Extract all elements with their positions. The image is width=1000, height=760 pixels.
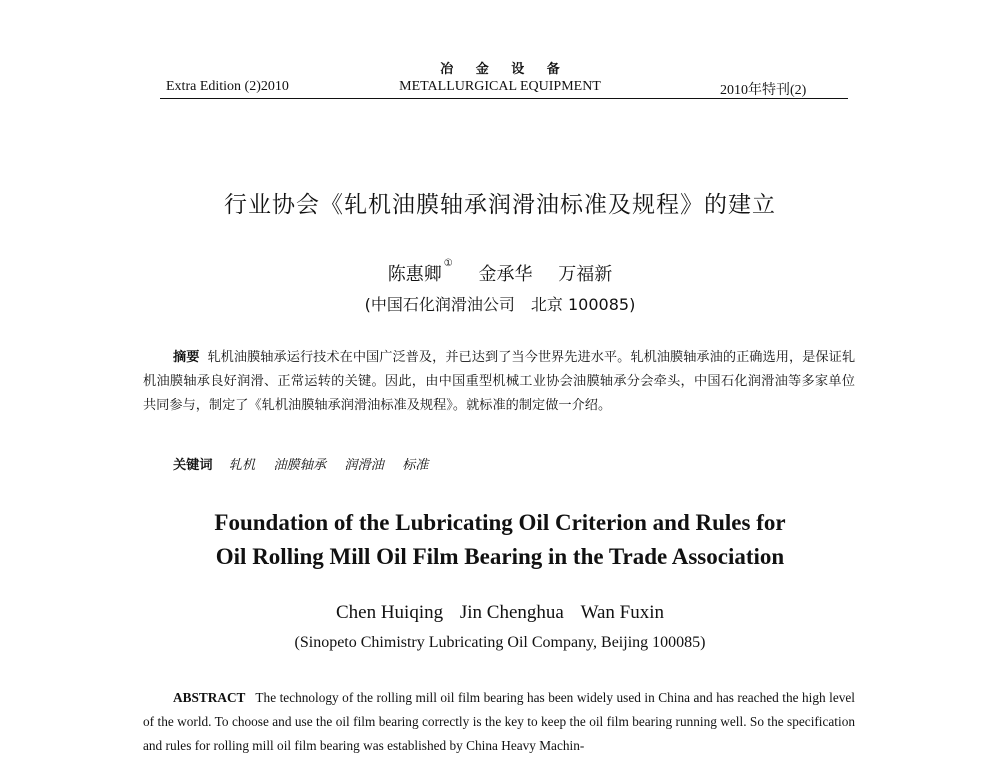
en-author-2: Jin Chenghua — [459, 602, 564, 623]
en-abstract — [143, 686, 855, 758]
en-title — [100, 506, 900, 574]
en-authors — [200, 602, 800, 624]
cn-abstract — [143, 346, 855, 418]
cn-keyword: 润滑油 — [344, 458, 384, 473]
cn-author-2: 金承华 — [478, 264, 533, 285]
header-journal-en: METALLURGICAL EQUIPMENT — [399, 79, 601, 94]
cn-abstract-label: 摘要 — [173, 350, 200, 365]
en-abstract-label: ABSTRACT — [173, 690, 246, 705]
cn-title: 行业协会《轧机油膜轴承润滑油标准及规程》的建立 — [224, 192, 776, 218]
en-affiliation: (Sinopeto Chimistry Lubricating Oil Company, Beijing 100085) — [294, 634, 706, 651]
header-issue: 2010年特刊(2) — [720, 83, 807, 98]
cn-keyword: 油膜轴承 — [273, 458, 327, 473]
author-footnote-mark: ① — [443, 258, 453, 269]
header-journal — [350, 62, 650, 96]
header-journal-cn: 冶 金 设 备 — [440, 62, 569, 77]
cn-keyword: 轧机 — [228, 458, 256, 473]
cn-author-1: 陈惠卿① — [387, 258, 453, 285]
cn-keywords-label: 关键词 — [173, 458, 213, 473]
cn-author-3: 万福新 — [558, 264, 613, 285]
cn-keyword: 标准 — [402, 458, 429, 473]
cn-affiliation: (中国石化润滑油公司 北京 100085) — [364, 295, 636, 314]
en-abstract-text: The technology of the rolling mill oil film bearing has been widely used in China and has reached the high level of the world. To choose and use the oil film bearing correctly is the key to keep the oil film bearing running well. So the specification and rules for rolling mill oil film bearing was established by China Heavy Machin- — [143, 690, 855, 753]
en-title-line-2: Oil Rolling Mill Oil Film Bearing in the Trade Association — [215, 544, 785, 569]
en-author-3: Wan Fuxin — [580, 602, 665, 623]
en-author-1: Chen Huiqing — [335, 602, 444, 623]
header-edition: Extra Edition (2)2010 — [166, 79, 289, 94]
en-title-line-1: Foundation of the Lubricating Oil Criterion and Rules for — [214, 510, 786, 535]
cn-authors — [300, 260, 700, 286]
cn-keywords — [173, 454, 442, 473]
header-rule — [160, 98, 848, 99]
cn-abstract-text: 轧机油膜轴承运行技术在中国广泛普及，并已达到了当今世界先进水平。轧机油膜轴承油的正确选用，是保证轧机油膜轴承良好润滑、正常运转的关键。因此，由中国重型机械工业协会油膜轴承分会牵头，中国石化润滑油等多家单位共同参与，制定了《轧机油膜轴承润滑油标准及规程》。就标准的制定做一介绍。 — [143, 350, 856, 413]
